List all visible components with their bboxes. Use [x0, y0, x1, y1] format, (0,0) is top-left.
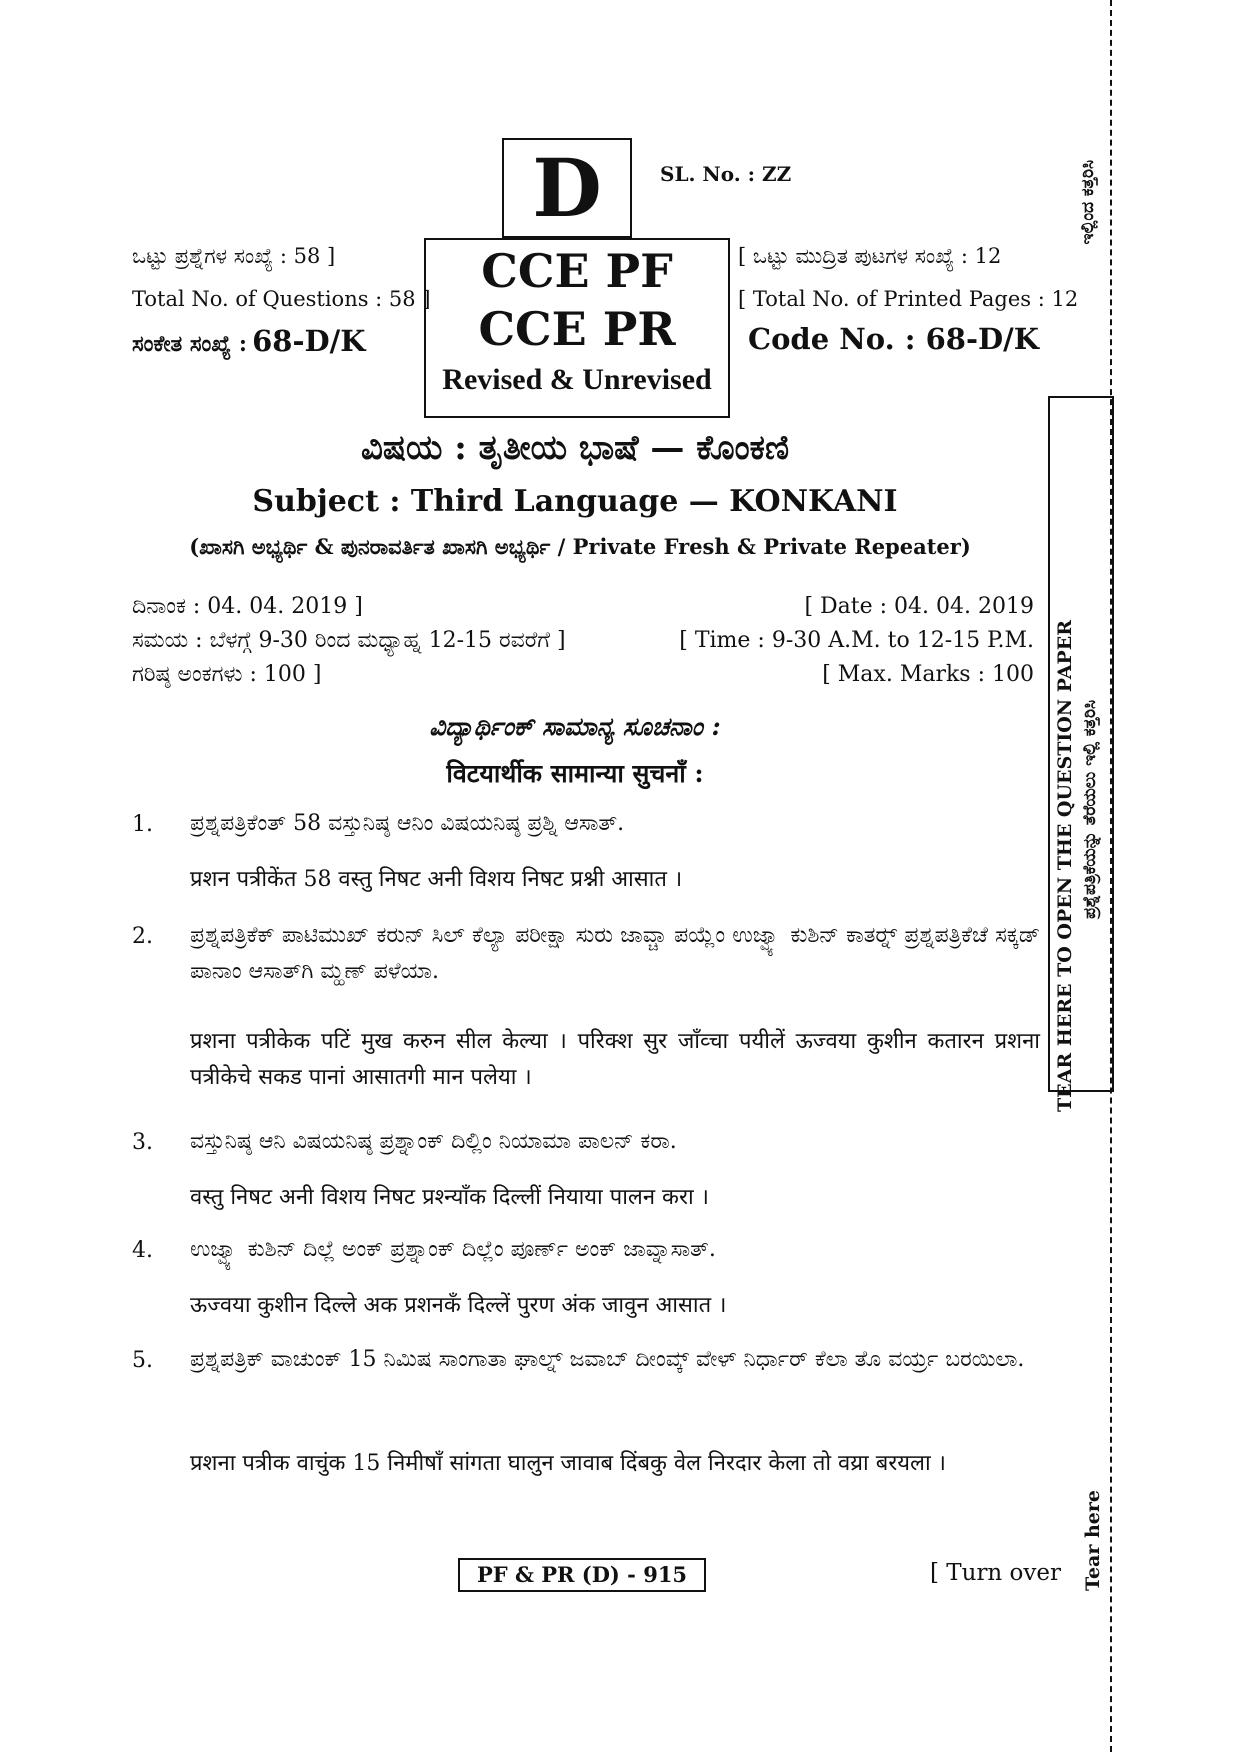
- turn-over: [ Turn over: [930, 1560, 1062, 1586]
- instruction-dv: वस्तु निषट अनी विशय निषट प्रश्न्याँक दिल्लीं नियाया पालन करा ।: [190, 1185, 709, 1210]
- instruction-dv: प्रशना पत्रीक वाचुंक 15 निमीषाँ सांगता घालुन जावाब दिंबकु वेल निरदार केला तो वय्रा बरयला ।: [190, 1451, 946, 1476]
- instruction-kn: ಪ್ರಶ್ನಪತ್ರಿಕೆಂತ್ 58 ವಸ್ತುನಿಷ್ಠ ಆನಿಂ ವಿಷಯನಿಷ್ಠ ಪ್ರಶ್ನಿ ಆಸಾತ್.: [190, 811, 625, 836]
- printed-pages-en: [ Total No. of Printed Pages : 12: [738, 287, 1079, 311]
- instruction-kn: ಪ್ರಶ್ನಪತ್ರಿಕೆಕ್ ಪಾಟಿಮುಖ್ ಕರುನ್ ಸಿಲ್ ಕೆಲ್ಯಾ ಪರೀಕ್ಷಾ ಸುರು ಜಾವ್ಚಾ ಪಯ್ಲೆಂ ಉಜ್ವ್ಯಾ ಕುಶಿನ್ ಕಾತರ್‍ನ್ ಪ್ರಶ್ನಪತ್ರಿಕೆಚೆ ಸಕ್ಕಡ್ ಪಾನಾಂ ಆಸಾತ್‌ಗಿ ಮ್ಹಣ್ ಪಳೆಯಾ.: [190, 923, 1040, 984]
- instruction-dv: प्रशना पत्रीकेक पटिं मुख करुन सील केल्या । परिक्श सुर जाँव्चा पयीलें ऊज्वया कुशीन कतारन प्रशना पत्रीकेचे सकड पानां आसातगी मान पलेया ।: [190, 1029, 1040, 1090]
- code-kn: [132, 324, 365, 358]
- date-kn: ದಿನಾಂಕ : 04. 04. 2019 ]: [132, 594, 363, 619]
- instruction-kn: ಪ್ರಶ್ನಪತ್ರಿಕ್ ವಾಚುಂಕ್ 15 ನಿಮಿಷ ಸಾಂಗಾತಾ ಘಾಲ್ನ್ ಜವಾಬ್ ದೀಂವ್ಕ್ ವೇಳ್ ನಿರ್ಧಾರ್ ಕೆಲಾ ತೊ ವರ್ಯ್ರ ಬರಯಿಲಾ.: [190, 1347, 1025, 1372]
- instruction-dv: ऊज्वया कुशीन दिल्ले अक प्रशनकँ दिल्लें पुरण अंक जावुन आसात ।: [190, 1293, 727, 1318]
- cce-box: [424, 238, 730, 418]
- subject-en: Subject : Third Language — KONKANI: [252, 484, 898, 519]
- paper-code: PF & PR (D) - 915: [458, 1558, 706, 1592]
- total-questions-en: Total No. of Questions : 58 ]: [132, 287, 431, 311]
- marks-kn: ಗರಿಷ್ಠ ಅಂಕಗಳು : 100 ]: [132, 662, 322, 687]
- tear-open-text: TEAR HERE TO OPEN THE QUESTION PAPER: [1054, 620, 1076, 1112]
- tear-open-text-kn: ಪ್ರಶ್ನೆಪತ್ರಿಕೆಯನ್ನು ತೆರೆಯಲು ಇಲ್ಲಿ ಕತ್ತರಿಸಿ: [1080, 700, 1100, 919]
- instruction-number: 1.: [132, 812, 153, 837]
- cce-pf: CCE PF: [481, 244, 673, 298]
- instruction-number: 4.: [132, 1238, 153, 1263]
- instruction-number: 2.: [132, 924, 153, 949]
- revised-unrevised: Revised & Unrevised: [442, 363, 712, 396]
- code-kn-value: 68-D/K: [252, 324, 366, 358]
- code-en: Code No. : 68-D/K: [748, 322, 1039, 356]
- subject-kn: ವಿಷಯ : ತೃತೀಯ ಭಾಷೆ — ಕೊಂಕಣಿ: [360, 428, 790, 468]
- cce-pr: CCE PR: [478, 302, 676, 356]
- time-en: [ Time : 9-30 A.M. to 12-15 P.M.: [679, 628, 1034, 653]
- tear-here-text: Tear here: [1082, 1490, 1104, 1591]
- date-en: [ Date : 04. 04. 2019: [804, 594, 1034, 619]
- instruction-kn: ವಸ್ತುನಿಷ್ಠ ಆನಿ ವಿಷಯನಿಷ್ಠ ಪ್ರಶ್ನಾಂಕ್ ದಿಲ್ಲಿಂ ನಿಯಾಮಾ ಪಾಲನ್ ಕರಾ.: [190, 1129, 677, 1154]
- instruction-number: 5.: [132, 1348, 153, 1373]
- time-kn: ಸಮಯ : ಬೆಳಗ್ಗೆ 9-30 ರಿಂದ ಮಧ್ಯಾಹ್ನ 12-15 ರವರೆಗೆ ]: [132, 628, 566, 653]
- tear-top-text-kn: ಇಲ್ಲಿಂದ ಕತ್ತರಿಸಿ: [1078, 160, 1098, 245]
- printed-pages-kn: [ ಒಟ್ಟು ಮುದ್ರಿತ ಪುಟಗಳ ಸಂಖ್ಯೆ : 12: [738, 244, 1002, 268]
- marks-en: [ Max. Marks : 100: [822, 662, 1034, 687]
- instruction-dv: प्रशन पत्रीकेंत 58 वस्तु निषट अनी विशय निषट प्रश्नी आसात ।: [190, 867, 683, 892]
- instructions-title-kn: ವಿದ್ಯಾರ್ಥಿಂಕ್ ಸಾಮಾನ್ಯ ಸೂಚನಾಂ :: [429, 712, 721, 741]
- instruction-kn: ಉಜ್ವ್ಯಾ ಕುಶಿನ್ ದಿಲ್ಲೆ ಅಂಕ್ ಪ್ರಶ್ನಾಂಕ್ ದಿಲ್ಲೆಂ ಪೂರ್ಣ್ ಅಂಕ್ ಜಾವ್ನಾಸಾತ್.: [190, 1237, 716, 1262]
- instruction-number: 3.: [132, 1130, 153, 1155]
- candidate-type: (ಖಾಸಗಿ ಅಭ್ಯರ್ಥಿ & ಪುನರಾವರ್ತಿತ ಖಾಸಗಿ ಅಭ್ಯರ್ಥಿ / Private Fresh & Private Repeater): [189, 534, 971, 559]
- total-questions-kn: ಒಟ್ಟು ಪ್ರಶ್ನೆಗಳ ಸಂಖ್ಯೆ : 58 ]: [132, 244, 336, 268]
- instructions-title-dv: विटयार्थीक सामान्या सुचनाँ :: [446, 759, 704, 788]
- code-kn-label: ಸಂಕೇತ ಸಂಖ್ಯೆ :: [132, 331, 248, 357]
- serial-number: SL. No. : ZZ: [660, 162, 792, 186]
- set-letter-box: D: [502, 138, 632, 238]
